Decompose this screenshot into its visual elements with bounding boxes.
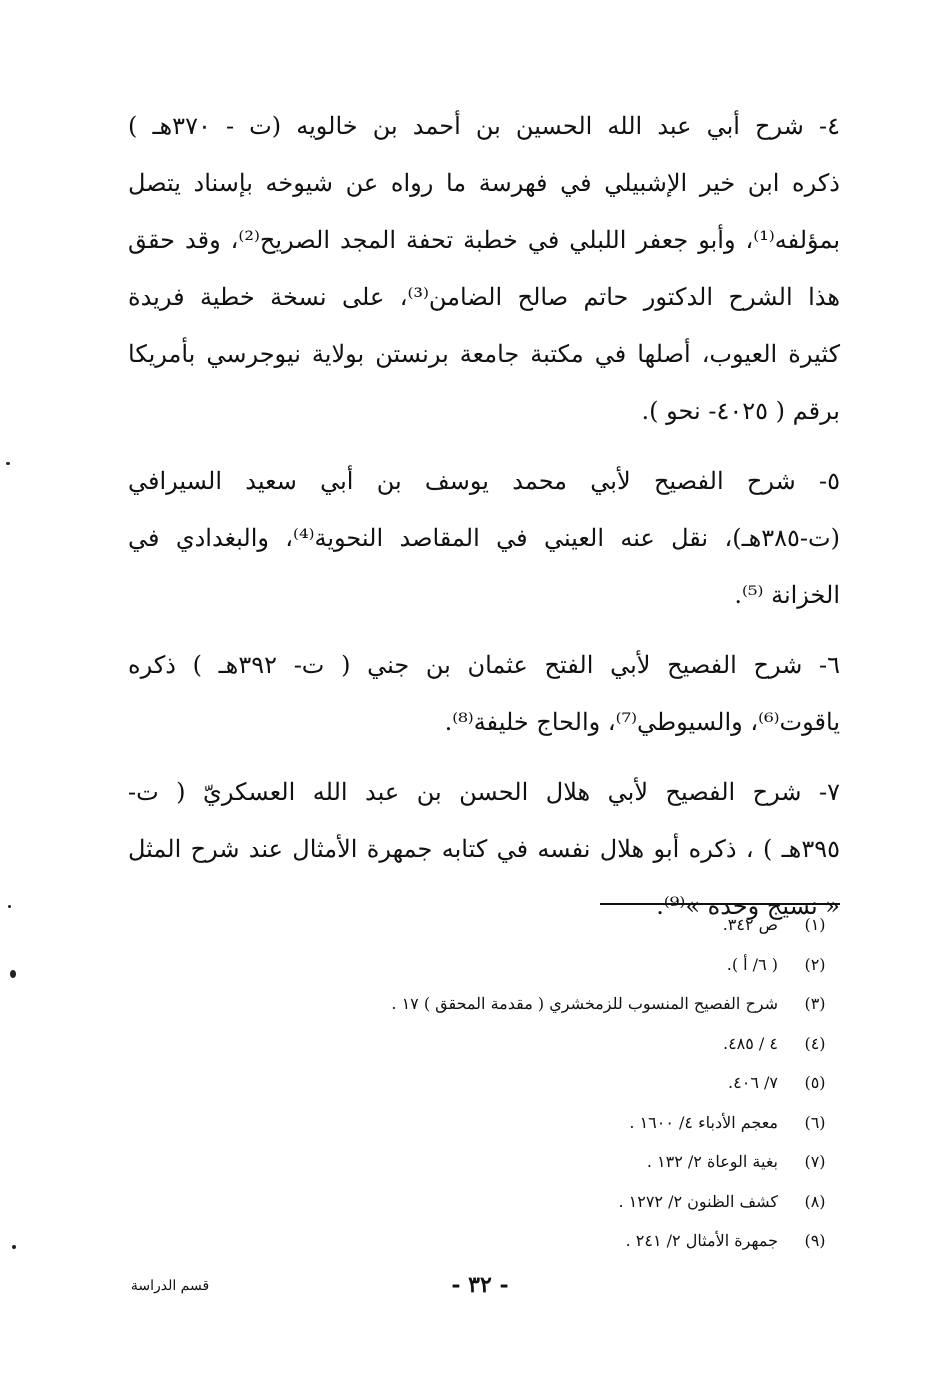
section-label: قسم الدراسة xyxy=(130,1278,210,1294)
footnote-number: (٦) xyxy=(804,1112,826,1132)
footnote-item xyxy=(300,905,840,945)
footnote-number: (٣) xyxy=(804,994,826,1014)
text-line: ذكره ابن خير الإشبيلي في فهرسة ما رواه عن شيوخه بإسناد يتصل xyxy=(128,169,840,197)
text-line: ٤- شرح أبي عبد الله الحسين بن أحمد بن خالويه (ت - ٣٧٠هـ ) xyxy=(128,112,841,140)
footnote-item xyxy=(300,1063,840,1103)
text-line: ياقوت⁽⁶⁾، والسيوطي⁽⁷⁾، والحاج خليفة⁽⁸⁾. xyxy=(444,708,840,736)
text-line: كثيرة العيوب، أصلها في مكتبة جامعة برنستن بولاية نيوجرسي بأمريكا xyxy=(128,340,840,368)
main-text xyxy=(128,98,840,948)
footnote-text: بغية الوعاة ٢/ ١٣٢ . xyxy=(646,1152,778,1172)
scan-speck xyxy=(6,462,10,465)
page-number: - ٣٢ - xyxy=(451,1272,509,1298)
text-line: الخزانة ⁽⁵⁾. xyxy=(734,581,840,609)
scan-speck xyxy=(12,1245,16,1249)
footnote-text: ص ٣٤٢. xyxy=(722,915,778,935)
footnote-item xyxy=(300,1182,840,1222)
footnote-number: (٤) xyxy=(804,1033,826,1053)
footnote-number: (٥) xyxy=(804,1073,826,1093)
footnote-text: شرح الفصيح المنسوب للزمخشري ( مقدمة المحقق ) ١٧ . xyxy=(391,994,778,1014)
footnote-number: (١) xyxy=(804,915,826,935)
scan-speck xyxy=(10,970,16,978)
footnote-text: ٤ / ٤٨٥. xyxy=(722,1033,778,1053)
text-line: ٥- شرح الفصيح لأبي محمد يوسف بن أبي سعيد السيرافي xyxy=(128,467,840,495)
text-line: « نسيج وحده »⁽⁹⁾. xyxy=(656,892,840,920)
scan-speck xyxy=(8,905,11,908)
footnote-text: ( ٦/ أ ). xyxy=(726,954,778,974)
footnote-number: (٨) xyxy=(804,1191,826,1211)
footnote-item xyxy=(300,1142,840,1182)
footnote-number: (٢) xyxy=(804,954,826,974)
footnote-text: ٧/ ٤٠٦. xyxy=(728,1073,778,1093)
text-line: ٣٩٥هـ ) ، ذكره أبو هلال نفسه في كتابه جمهرة الأمثال عند شرح المثل xyxy=(128,835,841,863)
paragraph-5 xyxy=(128,453,840,624)
text-line: ٦- شرح الفصيح لأبي الفتح عثمان بن جني ( ت- ٣٩٢هـ ) ذكره xyxy=(128,651,840,679)
footnote-text: جمهرة الأمثال ٢/ ٢٤١ . xyxy=(625,1231,778,1251)
text-line: هذا الشرح الدكتور حاتم صالح الضامن⁽³⁾، على نسخة خطية فريدة xyxy=(128,283,840,311)
text-line: برقم ( ٤٠٢٥- نحو ). xyxy=(641,397,840,425)
text-line: (ت-٣٨٥هـ)، نقل عنه العيني في المقاصد النحوية⁽⁴⁾، والبغدادي في xyxy=(128,524,840,552)
footnote-number: (٧) xyxy=(804,1152,826,1172)
paragraph-4 xyxy=(128,98,840,440)
footnote-item xyxy=(300,945,840,985)
footnote-item xyxy=(300,1024,840,1064)
footnote-item xyxy=(300,1221,840,1261)
text-line: بمؤلفه⁽¹⁾، وأبو جعفر اللبلي في خطبة تحفة المجد الصريح⁽²⁾، وقد حقق xyxy=(128,226,840,254)
footnote-item xyxy=(300,984,840,1024)
footnote-item xyxy=(300,1103,840,1143)
footnote-text: كشف الظنون ٢/ ١٢٧٢ . xyxy=(618,1191,778,1211)
footnote-text: معجم الأدباء ٤/ ١٦٠٠ . xyxy=(629,1112,778,1132)
text-line: ٧- شرح الفصيح لأبي هلال الحسن بن عبد الله العسكريّ ( ت- xyxy=(128,778,840,806)
paragraph-6 xyxy=(128,637,840,751)
footnote-number: (٩) xyxy=(804,1231,826,1251)
footnotes xyxy=(300,905,840,1261)
